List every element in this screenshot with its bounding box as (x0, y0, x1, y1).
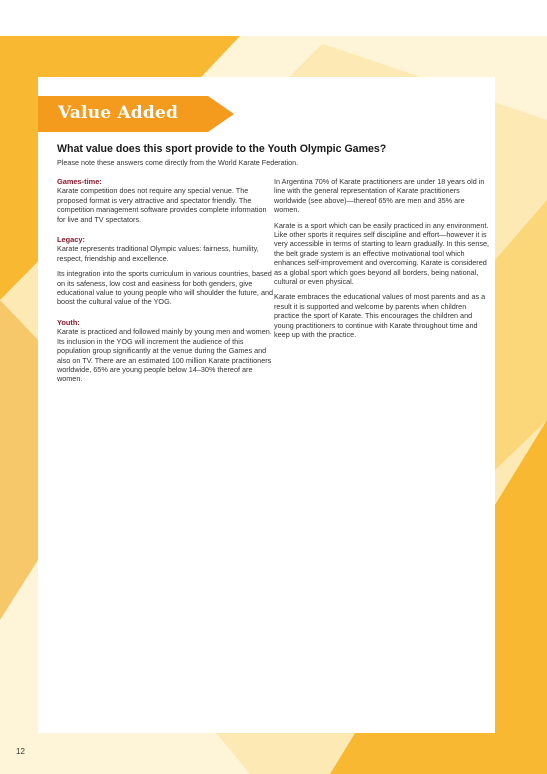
legacy-heading: Legacy: (57, 235, 85, 245)
section-banner (38, 96, 234, 132)
question-heading: What value does this sport provide to the Youth Olympic Games? (57, 143, 387, 155)
left-column (57, 177, 275, 390)
accessibility-paragraph: Karate is a sport which can be easily practiced in any environment. Like other sports it requires self discipline and effort—however it is very accessible in terms of starting to learn gradually. In this sense, the belt grade system is an effective motivational tool which enhances self-improvement and overcoming. Karate is considered as a global sport which goes beyond all borders, being national, cultural or even physical. (274, 220, 490, 287)
argentina-paragraph: In Argentina 70% of Karate practitioners are under 18 years old in line with the general representation of Karate practitioners worldwide (see above)—thereof 65% are men and 35% are women. (274, 177, 485, 215)
legacy-text: Karate represents traditional Olympic values: fairness, humility, respect, friendship and excellence. (57, 244, 259, 263)
games-time-heading: Games-time: (57, 177, 102, 186)
page-number: 12 (16, 747, 25, 756)
legacy-text-2: Its integration into the sports curriculum in various countries, based on its safeness, low cost and easiness for both genders, give educational value to young people who will shoulder the future, and boost the cultural value of the YOG. (57, 269, 274, 307)
content-card (38, 77, 495, 733)
section-title: Value Added (58, 103, 179, 123)
youth-text: Karate is practiced and followed mainly by young men and women. Its inclusion in the YOG will increment the audience of this population group significantly at the venue during the Games and also on TV. There are an estimated 100 million Karate practitioners worldwide, 65% are young people below 14–30% thereof are women. (57, 327, 272, 384)
educational-values-paragraph: Karate embraces the educational values of most parents and as a result it is supported and welcome by parents when children practice the sport of Karate. This encourages the children and young practitioners to continue with Karate throughout time and keep up with the practice. (274, 292, 486, 340)
source-note: Please note these answers come directly from the World Karate Federation. (57, 158, 299, 167)
games-time-text: Karate competition does not require any special venue. The proposed format is very attractive and spectator friendly. The competition management software provides complete information for live and TV spectators. (57, 186, 267, 224)
right-column (274, 177, 492, 346)
youth-heading: Youth: (57, 317, 80, 327)
